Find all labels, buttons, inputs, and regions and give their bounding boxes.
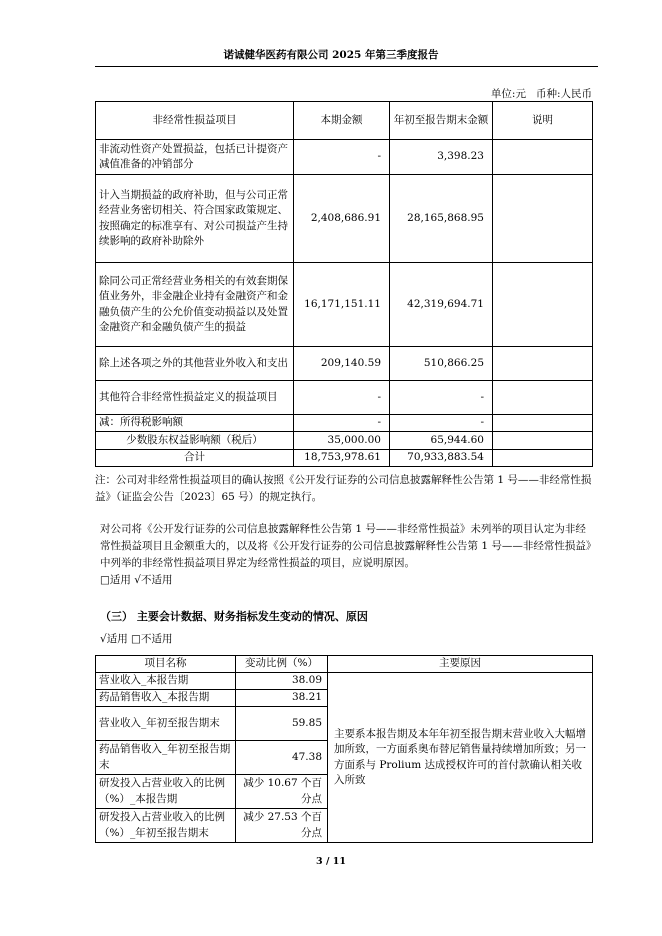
column-header: 项目名称 xyxy=(96,656,236,673)
item-cell: 药品销售收入_本报告期 xyxy=(96,690,236,707)
ratio-cell: 38.09 xyxy=(236,673,328,690)
ratio-cell: 减少 27.53 个百分点 xyxy=(236,809,328,843)
non-recurring-gains-table xyxy=(95,101,593,467)
current-amount-cell: 35,000.00 xyxy=(294,432,390,450)
note-cell xyxy=(493,263,593,347)
table-row xyxy=(96,140,593,175)
note-cell xyxy=(493,450,593,467)
item-cell: 计入当期损益的政府补助，但与公司正常经营业务密切相关、符合国家政策规定、按照确定的标准享有、对公司损益产生持续影响的政府补助除外 xyxy=(96,175,294,263)
ytd-amount-cell: 70,933,883.54 xyxy=(390,450,493,467)
column-header: 本期金额 xyxy=(294,102,390,140)
item-cell: 非流动性资产处置损益，包括已计提资产减值准备的冲销部分 xyxy=(96,140,294,175)
note-cell xyxy=(493,415,593,432)
note-cell xyxy=(493,432,593,450)
column-header: 变动比例（%） xyxy=(236,656,328,673)
table-row xyxy=(96,432,593,450)
current-amount-cell: - xyxy=(294,381,390,415)
item-cell: 其他符合非经常性损益定义的损益项目 xyxy=(96,381,294,415)
table-row xyxy=(96,673,593,690)
page-header: 诺诚健华医药有限公司 2025 年第三季度报告 xyxy=(223,49,439,61)
item-cell: 减：所得税影响额 xyxy=(96,415,294,432)
current-amount-cell: 16,171,151.11 xyxy=(294,263,390,347)
total-label-cell: 合计 xyxy=(96,450,294,467)
ytd-amount-cell: - xyxy=(390,415,493,432)
table-total-row xyxy=(96,450,593,467)
ratio-cell: 47.38 xyxy=(236,741,328,775)
column-header: 非经常性损益项目 xyxy=(96,102,294,140)
item-cell: 研发投入占营业收入的比例（%）_本报告期 xyxy=(96,775,236,809)
current-amount-cell: 2,408,686.91 xyxy=(294,175,390,263)
item-cell: 少数股东权益影响额（税后） xyxy=(96,432,294,450)
current-amount-cell: 209,140.59 xyxy=(294,347,390,381)
note-cell xyxy=(493,175,593,263)
header-divider xyxy=(95,66,598,67)
ratio-cell: 59.85 xyxy=(236,707,328,741)
ratio-cell: 减少 10.67 个百分点 xyxy=(236,775,328,809)
section-heading: （三） 主要会计数据、财务指标发生变动的情况、原因 xyxy=(100,610,368,623)
explanation-paragraph: 对公司将《公开发行证券的公司信息披露解释性公告第 1 号——非经常性损益》未列举的项目认定为非经常性损益项目且金额重大的，以及将《公开发行证券的公司信息披露解释性公告第 1 号——非经常性损益》中列举的非经常性损益项目界定为经常性损益的项目，应说明原因。 xyxy=(100,523,592,569)
note-cell xyxy=(493,381,593,415)
table-header-row xyxy=(96,656,593,673)
item-cell: 营业收入_本报告期 xyxy=(96,673,236,690)
item-cell: 研发投入占营业收入的比例（%）_年初至报告期末 xyxy=(96,809,236,843)
applicability-checkbox-line: √适用 □不适用 xyxy=(100,633,173,645)
ytd-amount-cell: 65,944.60 xyxy=(390,432,493,450)
table-row xyxy=(96,415,593,432)
page-number: 3 / 11 xyxy=(316,856,346,867)
footnote: 注：公司对非经常性损益项目的确认按照《公开发行证券的公司信息披露解释性公告第 1 号——非经常性损益》（证监会公告〔2023〕65 号）的规定执行。 xyxy=(95,474,592,503)
table-header-row xyxy=(96,102,593,140)
applicability-checkbox-line: □适用 √不适用 xyxy=(100,574,173,586)
current-amount-cell: - xyxy=(294,415,390,432)
current-amount-cell: - xyxy=(294,140,390,175)
ytd-amount-cell: 3,398.23 xyxy=(390,140,493,175)
key-indicator-change-table xyxy=(95,655,593,843)
note-cell xyxy=(493,347,593,381)
column-header: 主要原因 xyxy=(328,656,593,673)
column-header: 年初至报告期末金额 xyxy=(390,102,493,140)
reason-cell: 主要系本报告期及本年年初至报告期末营业收入大幅增加所致，一方面系奥布替尼销售量持续增加所致；另一方面系与 Prolium 达成授权许可的首付款确认相关收入所致 xyxy=(328,673,593,843)
column-header: 说明 xyxy=(493,102,593,140)
unit-currency-line: 单位:元 币种:人民币 xyxy=(490,88,592,100)
table-row xyxy=(96,381,593,415)
ytd-amount-cell: - xyxy=(390,381,493,415)
table-row xyxy=(96,175,593,263)
item-cell: 除同公司正常经营业务相关的有效套期保值业务外，非金融企业持有金融资产和金融负债产生的公允价值变动损益以及处置金融资产和金融负债产生的损益 xyxy=(96,263,294,347)
current-amount-cell: 18,753,978.61 xyxy=(294,450,390,467)
table-row xyxy=(96,347,593,381)
item-cell: 营业收入_年初至报告期末 xyxy=(96,707,236,741)
item-cell: 除上述各项之外的其他营业外收入和支出 xyxy=(96,347,294,381)
ytd-amount-cell: 42,319,694.71 xyxy=(390,263,493,347)
item-cell: 药品销售收入_年初至报告期末 xyxy=(96,741,236,775)
note-cell xyxy=(493,140,593,175)
ytd-amount-cell: 28,165,868.95 xyxy=(390,175,493,263)
ratio-cell: 38.21 xyxy=(236,690,328,707)
table-row xyxy=(96,263,593,347)
ytd-amount-cell: 510,866.25 xyxy=(390,347,493,381)
